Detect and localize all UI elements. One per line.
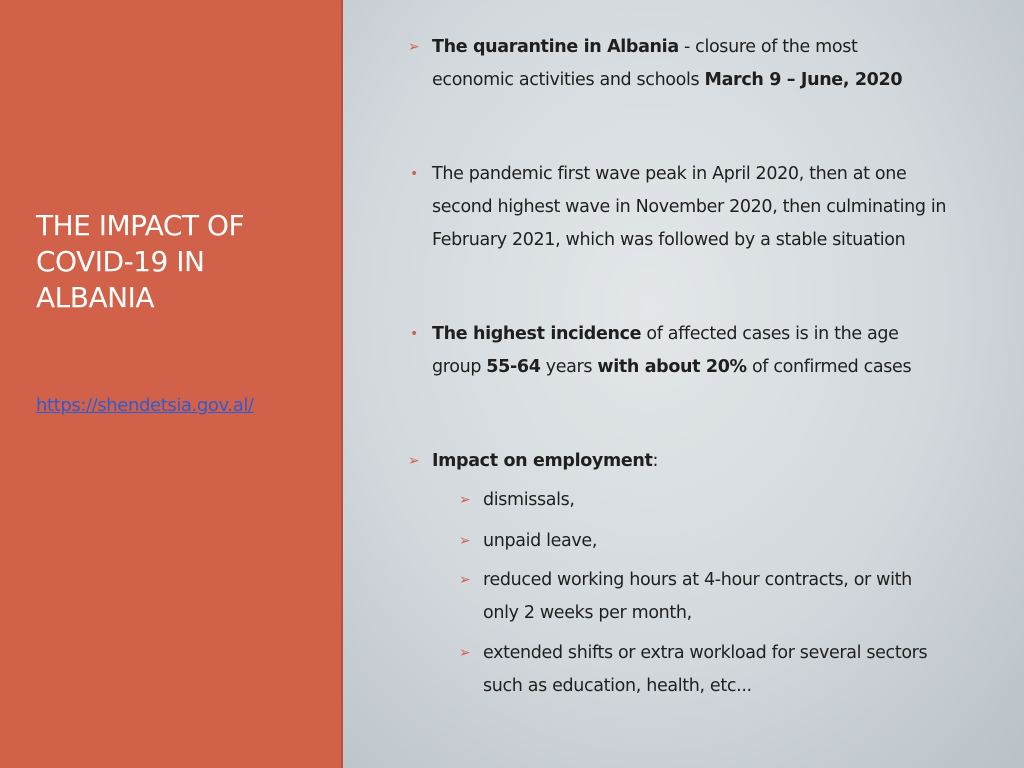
dot-bullet-icon: • <box>410 166 418 182</box>
incidence-line-1 <box>432 318 992 351</box>
arrow-bullet-icon: ➢ <box>459 645 471 661</box>
arrow-bullet-icon: ➢ <box>408 39 420 55</box>
quarantine-line-1 <box>432 31 992 64</box>
arrow-bullet-icon: ➢ <box>459 533 471 549</box>
incidence-item <box>410 318 992 384</box>
title-panel <box>0 0 341 768</box>
source-link[interactable]: https://shendetsia.gov.al/ <box>36 395 254 416</box>
arrow-bullet-icon: ➢ <box>459 572 471 588</box>
subitem-line: such as education, health, etc... <box>483 676 752 696</box>
employment-item <box>408 445 992 478</box>
pandemic-line-3: February 2021, which was followed by a stable situation <box>432 230 906 250</box>
incidence-text-2: group <box>432 357 487 377</box>
incidence-line-2 <box>432 351 992 384</box>
title-line-3: ALBANIA <box>36 281 154 314</box>
incidence-text-4: of confirmed cases <box>746 357 912 377</box>
slide-title <box>36 208 326 316</box>
subitem-line: extended shifts or extra workload for several sectors <box>483 643 928 663</box>
subitem-line: only 2 weeks per month, <box>483 603 692 623</box>
employment-heading-line <box>432 445 992 478</box>
quarantine-line-2 <box>432 64 992 97</box>
incidence-percentage: with about 20% <box>597 357 747 377</box>
employment-colon: : <box>652 451 659 471</box>
subitem-line: unpaid leave, <box>483 531 598 551</box>
quarantine-heading: The quarantine in Albania <box>432 37 679 57</box>
quarantine-item <box>408 31 992 97</box>
incidence-text-3: years <box>540 357 598 377</box>
employment-subitem <box>459 525 1003 558</box>
employment-subitem <box>459 637 1003 703</box>
title-line-2: COVID-19 IN <box>36 245 205 278</box>
quarantine-dates: March 9 – June, 2020 <box>704 70 903 90</box>
incidence-text-1: of affected cases is in the age <box>641 324 899 344</box>
content-panel <box>343 0 1024 768</box>
arrow-bullet-icon: ➢ <box>408 453 420 469</box>
employment-heading: Impact on employment <box>432 451 653 471</box>
arrow-bullet-icon: ➢ <box>459 492 471 508</box>
pandemic-item <box>410 158 992 257</box>
subitem-line: dismissals, <box>483 490 575 510</box>
employment-subitem <box>459 484 1003 517</box>
incidence-heading: The highest incidence <box>432 324 642 344</box>
pandemic-line-2: second highest wave in November 2020, then culminating in <box>432 197 947 217</box>
subitem-line: reduced working hours at 4-hour contracts, or with <box>483 570 912 590</box>
dot-bullet-icon: • <box>410 326 418 342</box>
incidence-age-group: 55-64 <box>486 357 541 377</box>
employment-subitem <box>459 564 1003 630</box>
content-body <box>343 0 1024 768</box>
quarantine-text-2: economic activities and schools <box>432 70 705 90</box>
title-line-1: THE IMPACT OF <box>36 209 245 242</box>
pandemic-line-1: The pandemic first wave peak in April 2020, then at one <box>432 164 907 184</box>
quarantine-text-1: - closure of the most <box>678 37 858 57</box>
